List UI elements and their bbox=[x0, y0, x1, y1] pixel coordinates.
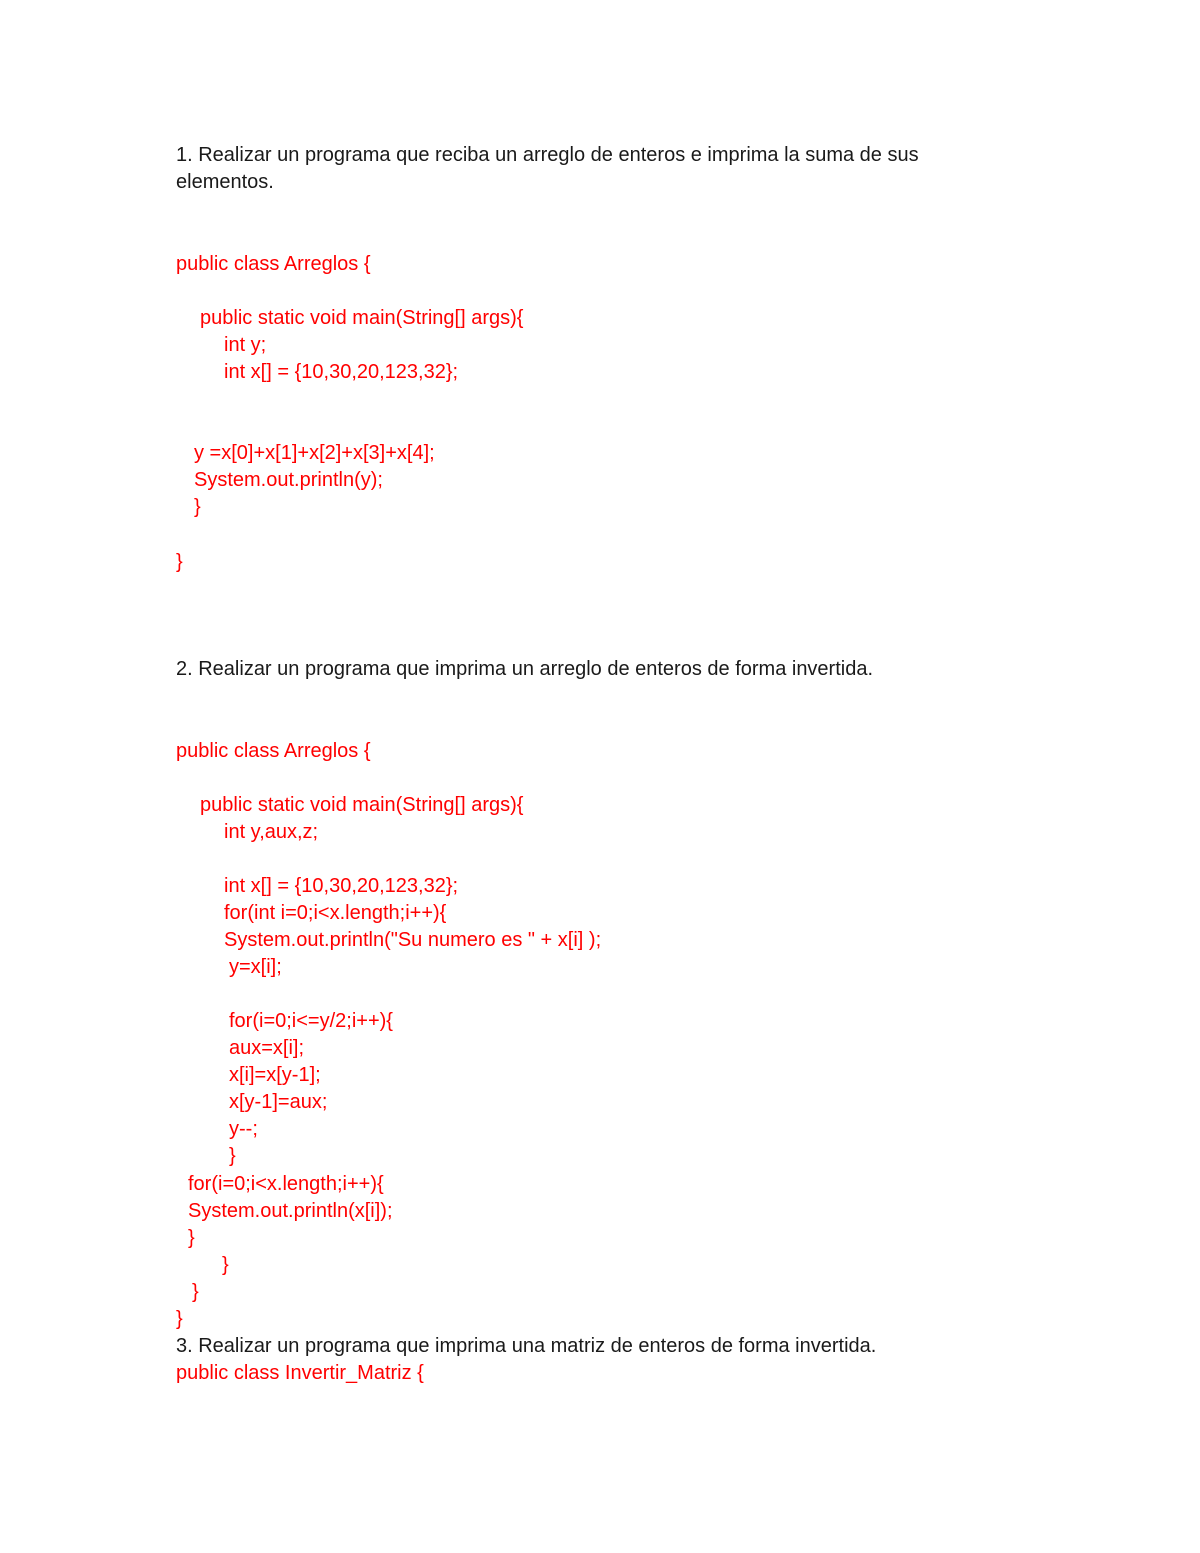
code-2-line: public static void main(String[] args){ bbox=[200, 794, 524, 816]
question-3-line-1: 3. Realizar un programa que imprima una matriz de enteros de forma invertida. bbox=[176, 1335, 877, 1357]
code-2-line: int x[] = {10,30,20,123,32}; bbox=[224, 875, 459, 897]
code-2-line: for(int i=0;i<x.length;i++){ bbox=[224, 902, 447, 924]
code-2-line: int y,aux,z; bbox=[224, 821, 319, 843]
question-1-line-1: 1. Realizar un programa que reciba un arreglo de enteros e imprima la suma de sus bbox=[176, 144, 919, 166]
code-2-line: y=x[i]; bbox=[229, 956, 282, 978]
code-2-line: System.out.println("Su numero es " + x[i] ); bbox=[224, 929, 602, 951]
question-1-line-2: elementos. bbox=[176, 171, 274, 193]
code-1-line: y =x[0]+x[1]+x[2]+x[3]+x[4]; bbox=[194, 442, 435, 464]
code-2-line: aux=x[i]; bbox=[229, 1037, 305, 1059]
code-2-line: } bbox=[229, 1145, 236, 1167]
code-1-line: int y; bbox=[224, 334, 267, 356]
code-1-line: } bbox=[176, 551, 183, 573]
code-1-line: } bbox=[194, 496, 201, 518]
question-2-line-1: 2. Realizar un programa que imprima un arreglo de enteros de forma invertida. bbox=[176, 658, 874, 680]
code-2-line: System.out.println(x[i]); bbox=[188, 1200, 393, 1222]
code-1-line: System.out.println(y); bbox=[194, 469, 383, 491]
code-1-line: public static void main(String[] args){ bbox=[200, 307, 524, 329]
code-2-line: x[i]=x[y-1]; bbox=[229, 1064, 321, 1086]
code-2-line: x[y-1]=aux; bbox=[229, 1091, 328, 1113]
code-2-line: } bbox=[222, 1254, 229, 1276]
code-2-line: public class Arreglos { bbox=[176, 740, 371, 762]
code-1-line: public class Arreglos { bbox=[176, 253, 371, 275]
code-2-line: for(i=0;i<x.length;i++){ bbox=[188, 1173, 384, 1195]
code-3-line: public class Invertir_Matriz { bbox=[176, 1362, 424, 1384]
code-2-line: y--; bbox=[229, 1118, 258, 1140]
code-2-line: } bbox=[176, 1308, 183, 1330]
code-2-line: } bbox=[188, 1227, 195, 1249]
code-2-line: for(i=0;i<=y/2;i++){ bbox=[229, 1010, 393, 1032]
code-2-line: } bbox=[192, 1281, 199, 1303]
code-1-line: int x[] = {10,30,20,123,32}; bbox=[224, 361, 459, 383]
